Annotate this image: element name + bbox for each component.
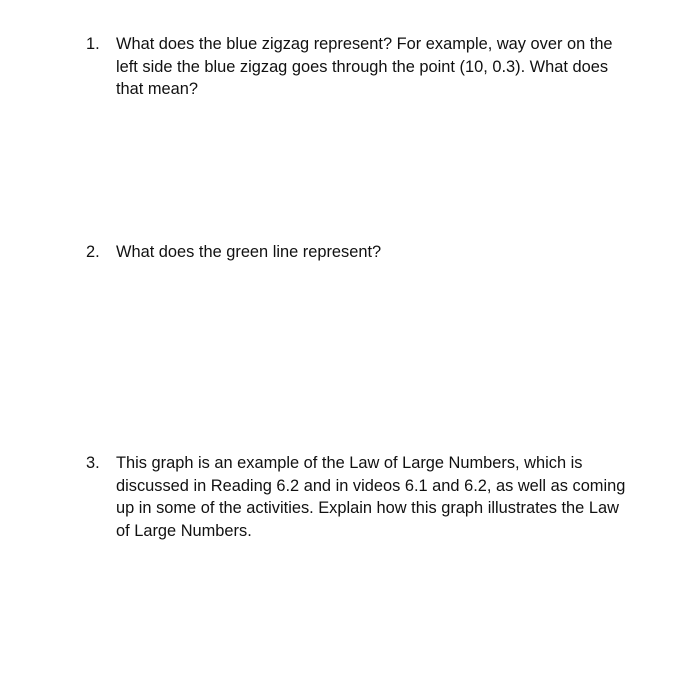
- question-line: of Large Numbers.: [116, 521, 252, 540]
- question-1: [86, 33, 656, 101]
- question-line: left side the blue zigzag goes through the point (10, 0.3). What does: [116, 57, 609, 76]
- question-number: 1.: [86, 35, 100, 53]
- question-line: up in some of the activities. Explain how this graph illustrates the Law: [116, 499, 619, 517]
- question-text: [116, 241, 656, 264]
- question-2: [86, 241, 656, 264]
- question-line: What does the green line represent?: [116, 243, 382, 261]
- question-line: discussed in Reading 6.2 and in videos 6.1 and 6.2, as well as coming: [116, 476, 626, 495]
- question-text: [116, 33, 656, 101]
- question-number: 3.: [86, 454, 100, 472]
- question-line: What does the blue zigzag represent? For example, way over on the: [116, 35, 613, 53]
- question-line: This graph is an example of the Law of Large Numbers, which is: [116, 454, 583, 472]
- question-number: 2.: [86, 243, 100, 261]
- question-3: [86, 452, 656, 542]
- question-text: [116, 452, 656, 542]
- question-line: that mean?: [116, 80, 199, 98]
